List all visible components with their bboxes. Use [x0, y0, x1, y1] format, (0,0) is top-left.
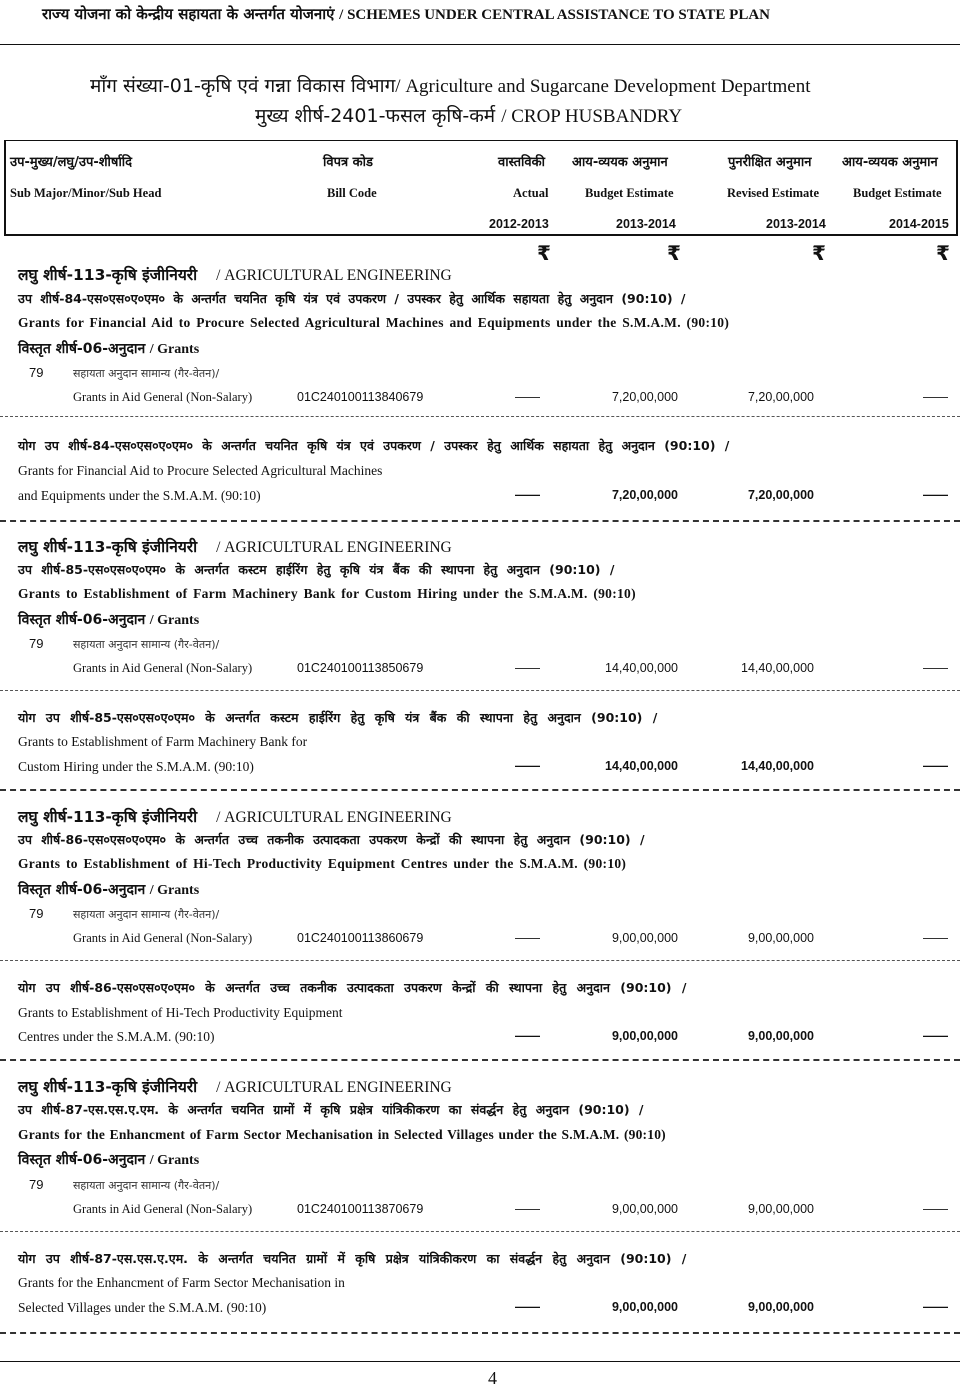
minor-head-hindi: लघु शीर्ष-113-कृषि इंजीनियरी [18, 808, 198, 826]
year-be: 2013-2014 [616, 217, 676, 231]
object-head-hindi: सहायता अनुदान सामान्य (गैर-वेतन)/ [73, 908, 220, 921]
total-english-line1: Grants to Establishment of Hi-Tech Productivity Equipment [18, 1005, 343, 1020]
value-revised-estimate: 7,20,00,000 [747, 390, 814, 404]
sub-head-hindi: उप शीर्ष-84-एस०एस०ए०एम० के अन्तर्गत चयनित कृषि यंत्र एवं उपकरण / उपस्कर हेतु आर्थिक सहायता हेतु अनुदान (90:10) / [18, 291, 686, 306]
total-english-line2: Selected Villages under the S.M.A.M. (90:10) [18, 1300, 267, 1315]
divider [0, 1231, 960, 1232]
col-head-hi-re: पुनरीक्षित अनुमान [728, 155, 812, 170]
value-budget-estimate: 9,00,00,000 [611, 931, 678, 945]
sub-head-english: Grants for Financial Aid to Procure Selected Agricultural Machines and Equipments under the S.M.A.M. (90:10) [18, 315, 730, 330]
year-be-next: 2014-2015 [889, 217, 949, 231]
value-budget-estimate: 7,20,00,000 [611, 390, 678, 404]
sub-head-english: Grants for the Enhancment of Farm Sector Mechanisation in Selected Villages under the S.M.A.M. (90:10) [18, 1127, 666, 1142]
rupee-symbol-be: ₹ [667, 241, 681, 265]
object-head-hindi: सहायता अनुदान सामान्य (गैर-वेतन)/ [73, 1179, 220, 1192]
total-hindi: योग उप शीर्ष-86-एस०एस०ए०एम० के अन्तर्गत उच्च तकनीक उत्पादकता उपकरण केन्द्रों की स्थापना हेतु अनुदान (90:10) / [18, 980, 687, 995]
col-head-hi-actual: वास्तविकी [498, 155, 546, 170]
detail-head-english: / Grants [149, 613, 200, 628]
value-budget-estimate-next: —— [923, 1202, 948, 1216]
minor-head-hindi: लघु शीर्ष-113-कृषि इंजीनियरी [18, 1078, 198, 1096]
page-number: 4 [488, 1368, 497, 1388]
total-english-line1: Grants for Financial Aid to Procure Selected Agricultural Machines [18, 463, 383, 478]
object-head-english: Grants in Aid General (Non-Salary) [73, 1202, 253, 1216]
minor-head [18, 535, 452, 557]
value-revised-estimate: 14,40,00,000 [741, 661, 814, 675]
major-head-title [255, 102, 682, 128]
sub-head-english: Grants to Establishment of Farm Machinery Bank for Custom Hiring under the S.M.A.M. (90:10) [18, 586, 636, 601]
sub-head-hindi: उप शीर्ष-85-एस०एस०ए०एम० के अन्तर्गत कस्टम हाईरिंग हेतु कृषि यंत्र बैंक की स्थापना हेतु अनुदान (90:10) / [18, 562, 615, 577]
total-budget-estimate-next: —— [923, 1029, 948, 1043]
total-divider [0, 1059, 960, 1061]
object-head-english: Grants in Aid General (Non-Salary) [73, 390, 253, 404]
footer-rule [0, 1361, 960, 1362]
total-budget-estimate: 14,40,00,000 [605, 759, 678, 773]
object-code: 79 [29, 365, 44, 380]
total-revised-estimate: 7,20,00,000 [747, 488, 814, 502]
total-revised-estimate: 9,00,00,000 [747, 1300, 814, 1314]
minor-head-hindi: लघु शीर्ष-113-कृषि इंजीनियरी [18, 266, 198, 284]
value-actual: —— [515, 931, 540, 945]
year-re: 2013-2014 [766, 217, 826, 231]
total-budget-estimate-next: —— [923, 488, 948, 502]
total-budget-estimate: 9,00,00,000 [611, 1029, 678, 1043]
total-actual: —— [515, 1300, 540, 1314]
value-actual: —— [515, 390, 540, 404]
sub-head-english: Grants to Establishment of Hi-Tech Productivity Equipment Centres under the S.M.A.M. (90:10) [18, 856, 627, 871]
demand-title-hindi: माँग संख्या-01-कृषि एवं गन्ना विकास विभाग [90, 75, 396, 97]
col-head-hi-billcode: विपत्र कोड [323, 155, 373, 170]
header-rule [0, 44, 960, 45]
col-head-hi-subhead: उप-मुख्य/लघु/उप-शीर्षादि [10, 155, 133, 170]
total-actual: —— [515, 759, 540, 773]
rupee-symbol-be-next: ₹ [936, 241, 950, 265]
object-head-hindi: सहायता अनुदान सामान्य (गैर-वेतन)/ [73, 638, 220, 651]
rupee-symbol-re: ₹ [812, 241, 826, 265]
demand-title [90, 72, 811, 98]
total-hindi: योग उप शीर्ष-85-एस०एस०ए०एम० के अन्तर्गत कस्टम हाईरिंग हेतु कृषि यंत्र बैंक की स्थापना हेतु अनुदान (90:10) / [18, 710, 658, 725]
sub-head-hindi: उप शीर्ष-86-एस०एस०ए०एम० के अन्तर्गत उच्च तकनीक उत्पादकता उपकरण केन्द्रों की स्थापना हेतु अनुदान (90:10) / [18, 832, 645, 847]
object-code: 79 [29, 1177, 44, 1192]
total-hindi: योग उप शीर्ष-84-एस०एस०ए०एम० के अन्तर्गत चयनित कृषि यंत्र एवं उपकरण / उपस्कर हेतु आर्थिक सहायता हेतु अनुदान (90:10) / [18, 438, 730, 453]
detail-head [18, 610, 199, 629]
year-actual: 2012-2013 [489, 217, 549, 231]
value-revised-estimate: 9,00,00,000 [747, 1202, 814, 1216]
value-revised-estimate: 9,00,00,000 [747, 931, 814, 945]
detail-head-english: / Grants [149, 342, 200, 357]
minor-head-english: / AGRICULTURAL ENGINEERING [216, 267, 452, 284]
value-budget-estimate-next: —— [923, 931, 948, 945]
minor-head [18, 1075, 452, 1097]
detail-head-english: / Grants [149, 1153, 200, 1168]
minor-head [18, 805, 452, 827]
total-divider [0, 789, 960, 791]
value-budget-estimate: 9,00,00,000 [611, 1202, 678, 1216]
total-actual: —— [515, 488, 540, 502]
value-actual: —— [515, 661, 540, 675]
divider [0, 416, 960, 417]
col-head-hi-be-next: आय-व्ययक अनुमान [842, 155, 938, 170]
header-hindi: राज्य योजना को केन्द्रीय सहायता के अन्तर्गत योजनाएं [42, 5, 335, 23]
detail-head-english: / Grants [149, 883, 200, 898]
major-head-hindi: मुख्य शीर्ष-2401-फसल कृषि-कर्म [255, 105, 496, 127]
total-revised-estimate: 9,00,00,000 [747, 1029, 814, 1043]
object-head-english: Grants in Aid General (Non-Salary) [73, 661, 253, 675]
object-code: 79 [29, 906, 44, 921]
value-actual: —— [515, 1202, 540, 1216]
total-english-line2: and Equipments under the S.M.A.M. (90:10) [18, 488, 261, 503]
object-head-hindi: सहायता अनुदान सामान्य (गैर-वेतन)/ [73, 367, 220, 380]
col-head-en-actual: Actual [513, 186, 549, 200]
value-budget-estimate: 14,40,00,000 [605, 661, 678, 675]
bill-code: 01C240100113860679 [297, 931, 424, 945]
col-head-en-billcode: Bill Code [327, 186, 377, 200]
minor-head-english: / AGRICULTURAL ENGINEERING [216, 809, 452, 826]
detail-head [18, 880, 199, 899]
value-budget-estimate-next: —— [923, 661, 948, 675]
rupee-symbol-actual: ₹ [537, 241, 551, 265]
minor-head [18, 263, 452, 285]
page-header [42, 4, 770, 24]
total-revised-estimate: 14,40,00,000 [741, 759, 814, 773]
col-head-hi-be: आय-व्ययक अनुमान [572, 155, 668, 170]
bill-code: 01C240100113840679 [297, 390, 424, 404]
total-english-line2: Centres under the S.M.A.M. (90:10) [18, 1029, 215, 1044]
total-english-line1: Grants for the Enhancment of Farm Sector Mechanisation in [18, 1275, 345, 1290]
detail-head-hindi: विस्तृत शीर्ष-06-अनुदान [18, 882, 146, 898]
divider [0, 690, 960, 691]
col-head-en-subhead: Sub Major/Minor/Sub Head [10, 186, 162, 200]
sub-head-hindi: उप शीर्ष-87-एस.एस.ए.एम. के अन्तर्गत चयनित ग्रामों में कृषि प्रक्षेत्र यांत्रिकीकरण का संवर्द्धन हेतु अनुदान (90:10) / [18, 1102, 644, 1117]
minor-head-hindi: लघु शीर्ष-113-कृषि इंजीनियरी [18, 538, 198, 556]
detail-head [18, 339, 199, 358]
total-budget-estimate-next: —— [923, 759, 948, 773]
bill-code: 01C240100113870679 [297, 1202, 424, 1216]
detail-head-hindi: विस्तृत शीर्ष-06-अनुदान [18, 612, 146, 628]
total-divider [0, 520, 960, 522]
demand-title-english: / Agriculture and Sugarcane Development Department [395, 76, 811, 97]
detail-head [18, 1150, 199, 1169]
minor-head-english: / AGRICULTURAL ENGINEERING [216, 539, 452, 556]
divider [0, 960, 960, 961]
total-budget-estimate-next: —— [923, 1300, 948, 1314]
header-english: / SCHEMES UNDER CENTRAL ASSISTANCE TO STATE PLAN [339, 7, 770, 23]
object-head-english: Grants in Aid General (Non-Salary) [73, 931, 253, 945]
detail-head-hindi: विस्तृत शीर्ष-06-अनुदान [18, 1152, 146, 1168]
total-hindi: योग उप शीर्ष-87-एस.एस.ए.एम. के अन्तर्गत चयनित ग्रामों में कृषि प्रक्षेत्र यांत्रिकीकरण का संवर्द्धन हेतु अनुदान (90:10) / [18, 1251, 687, 1266]
col-head-en-be: Budget Estimate [585, 186, 674, 200]
object-code: 79 [29, 636, 44, 651]
total-english-line2: Custom Hiring under the S.M.A.M. (90:10) [18, 759, 254, 774]
major-head-english: / CROP HUSBANDRY [501, 106, 683, 127]
total-budget-estimate: 9,00,00,000 [611, 1300, 678, 1314]
minor-head-english: / AGRICULTURAL ENGINEERING [216, 1079, 452, 1096]
total-budget-estimate: 7,20,00,000 [611, 488, 678, 502]
total-actual: —— [515, 1029, 540, 1043]
col-head-en-re: Revised Estimate [727, 186, 819, 200]
total-divider [0, 1332, 960, 1334]
detail-head-hindi: विस्तृत शीर्ष-06-अनुदान [18, 341, 146, 357]
col-head-en-be-next: Budget Estimate [853, 186, 942, 200]
total-english-line1: Grants to Establishment of Farm Machinery Bank for [18, 734, 308, 749]
bill-code: 01C240100113850679 [297, 661, 424, 675]
value-budget-estimate-next: —— [923, 390, 948, 404]
